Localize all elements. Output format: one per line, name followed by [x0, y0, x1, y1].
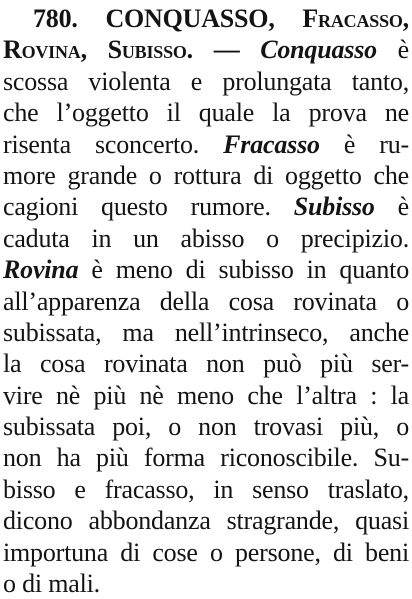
line-5-tail: è ru- [343, 129, 409, 159]
entry-line-7 [3, 191, 409, 222]
entry-line-19: o di mali. [3, 569, 100, 599]
entry-line-18: importuna di cose o persone, di beni [3, 537, 409, 567]
entry-line-3: scossa violenta e prolungata tanto, [3, 66, 409, 96]
term-conquasso: Conquasso [260, 35, 377, 65]
line-2-tail: è [397, 35, 409, 65]
dictionary-entry [3, 3, 409, 599]
term-rovina: Rovina [3, 255, 79, 285]
synonym-fracasso: Fracasso, [302, 4, 409, 33]
entry-line-1 [3, 3, 409, 34]
entry-number: 780. [33, 4, 78, 33]
entry-line-8: caduta in un abisso o precipizio. [3, 223, 409, 253]
em-dash: — [213, 35, 240, 65]
line-5-head: risenta sconcerto. [3, 129, 200, 159]
line-7-head: cagioni questo rumore. [3, 192, 271, 222]
line-7-tail: è [397, 192, 409, 222]
entry-line-13: vire nè più nè meno che l’altra : la [3, 380, 409, 410]
synonym-subisso: Subisso. [107, 35, 193, 65]
term-subisso: Subisso [293, 192, 375, 222]
entry-line-4: che l’oggetto il quale la prova ne [3, 98, 409, 128]
entry-line-12: la cosa rovinata non può più ser- [3, 349, 409, 379]
entry-headword: CONQUASSO, [105, 4, 275, 33]
entry-line-14: subissata poi, o non trovasi più, o [3, 412, 409, 442]
entry-line-11: subissata, ma nell’intrinseco, anche [3, 317, 409, 347]
entry-line-17: dicono abbondanza stragrande, quasi [3, 506, 409, 536]
synonym-rovina: Rovina, [3, 35, 87, 65]
entry-line-2 [3, 34, 409, 65]
entry-line-15: non ha più forma riconoscibile. Su- [3, 443, 409, 473]
entry-line-5 [3, 129, 409, 160]
entry-line-6: more grande o rottura di oggetto che [3, 160, 409, 190]
entry-line-9 [3, 254, 409, 285]
line-9-tail: è meno di subisso in quanto [91, 255, 409, 285]
term-fracasso: Fracasso [223, 129, 320, 159]
entry-line-16: bisso e fracasso, in senso traslato, [3, 474, 409, 504]
entry-line-10: all’apparenza della cosa rovinata o [3, 286, 409, 316]
